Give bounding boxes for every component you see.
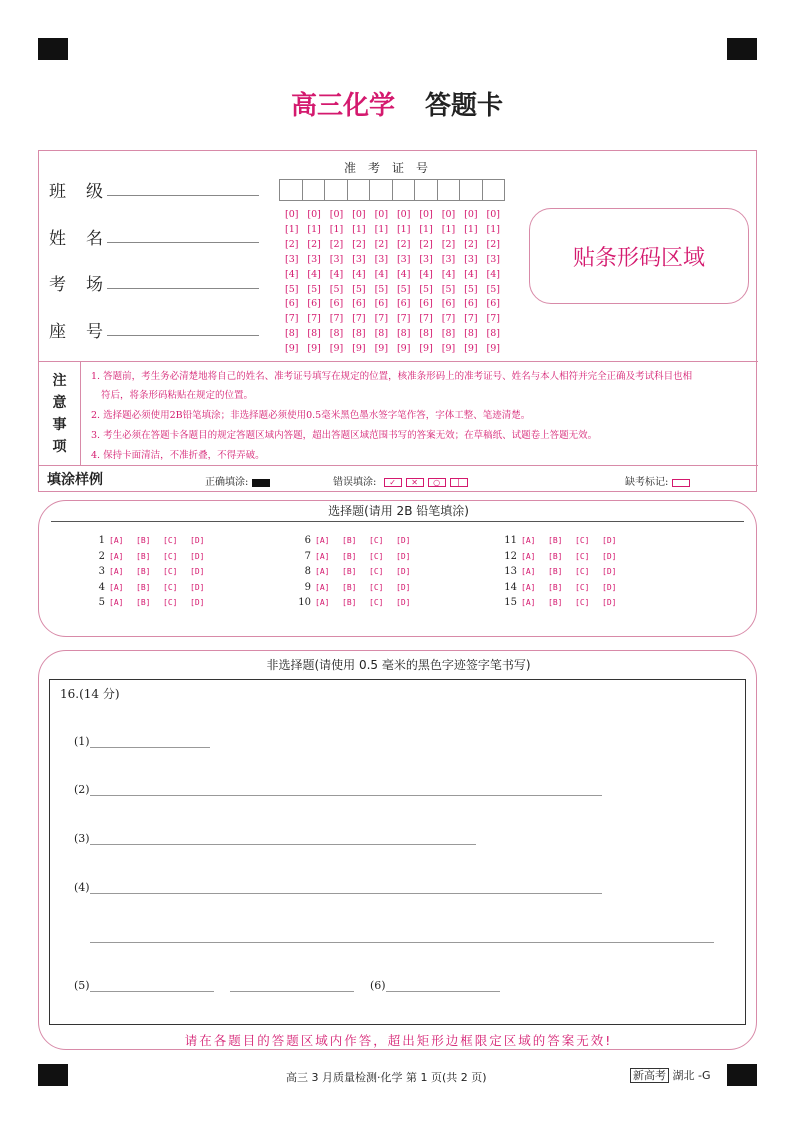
mcq-number: 7 [304,550,311,562]
mcq-option-bubble[interactable]: [B] [136,582,151,592]
digit-bubble[interactable]: [0] [374,209,389,220]
mcq-option-bubble[interactable]: [D] [602,551,617,561]
digit-bubble[interactable]: [5] [419,283,433,295]
mcq-number: 15 [504,597,517,608]
corner-mark-bottom-left [38,1064,68,1086]
digit-bubble[interactable]: [8] [396,328,411,340]
question-16-box [49,679,746,1025]
correct-fill-example [252,479,270,487]
digit-bubble[interactable]: [4] [352,268,366,280]
digit-bubble[interactable]: [6] [396,298,411,310]
mcq-option-bubble[interactable]: [A] [315,598,330,607]
digit-bubble[interactable]: [5] [486,283,500,295]
digit-bubble[interactable]: [0] [419,209,433,220]
digit-row [285,312,509,327]
mcq-option-bubble[interactable]: [D] [396,567,411,576]
mcq-option-bubble[interactable]: [A] [315,551,330,561]
digit-bubble[interactable]: [3] [486,253,500,265]
mcq-option-bubble[interactable]: [C] [369,598,384,607]
note-4: 4. 保持卡面清洁，不准折叠，不得弄破。 [91,450,265,461]
notes-head-char: 注 [52,373,67,389]
mcq-item [85,533,217,549]
digit-bubble[interactable]: [2] [396,238,411,250]
notes-heading [39,362,81,466]
mcq-number: 12 [504,550,517,562]
mcq-option-bubble[interactable]: [A] [109,582,124,592]
mcq-number: 10 [298,597,311,608]
digit-bubble[interactable]: [4] [285,268,299,280]
digit-bubble[interactable]: [0] [307,209,321,220]
digit-bubble[interactable]: [9] [285,343,299,355]
mcq-item [497,564,629,580]
mcq-option-bubble[interactable]: [C] [163,567,178,576]
mcq-option-bubble[interactable]: [A] [109,598,124,607]
mcq-option-bubble[interactable]: [A] [521,567,536,576]
digit-bubble[interactable]: [8] [352,328,366,340]
mcq-option-bubble[interactable]: [A] [109,551,124,561]
note-2: 2. 选择题必须使用2B铅笔填涂；非选择题必须使用0.5毫米黑色墨水签字笔作答，字体工整、笔迹清楚。 [91,410,531,421]
mcq-item [291,533,423,549]
mcq-option-bubble[interactable]: [D] [396,551,411,561]
mcq-item [85,564,217,580]
digit-bubble[interactable]: [3] [419,253,433,265]
digit-bubble[interactable]: [5] [329,283,344,295]
digit-bubble[interactable]: [0] [396,209,411,220]
class-field[interactable] [107,195,259,196]
page-footer: 高三 3 月质量检测·化学 第 1 页(共 2 页) [286,1071,487,1084]
mcq-option-bubble[interactable]: [D] [396,598,411,607]
digit-bubble[interactable]: [2] [464,238,478,250]
digit-row [285,238,509,253]
class-label: 班级 [49,182,123,202]
wrong-fill-circle: ○ [428,478,446,487]
note-3: 3. 考生必须在答题卡各题目的规定答题区域内答题，超出答题区域范围书写的答案无效；在草稿纸、试题卷上答题无效。 [91,430,598,441]
digit-bubble[interactable]: [7] [329,313,344,325]
mcq-number: 11 [504,535,517,546]
mcq-option-bubble[interactable]: [C] [163,536,178,545]
mcq-option-bubble[interactable]: [D] [190,567,205,576]
mcq-option-bubble[interactable]: [B] [136,598,151,607]
mcq-option-bubble[interactable]: [B] [136,551,151,561]
mcq-item [497,580,629,596]
mcq-option-bubble[interactable]: [C] [163,582,178,592]
digit-bubble[interactable]: [9] [307,343,321,355]
digit-bubble[interactable]: [3] [307,253,321,265]
mcq-number: 14 [504,581,517,593]
mcq-item [85,595,217,611]
digit-bubble[interactable]: [9] [329,343,344,355]
free-response-section [38,650,757,1050]
mcq-option-bubble[interactable]: [A] [521,598,536,607]
seat-field[interactable] [107,335,259,336]
digit-bubble[interactable]: [8] [419,328,433,340]
digit-bubble[interactable]: [0] [464,209,478,220]
corner-mark-top-left [38,38,68,60]
note-1-cont: 符后，将条形码粘贴在规定的位置。 [101,390,254,401]
blank-3-label: (3) [74,832,90,845]
mcq-option-bubble[interactable]: [C] [369,536,384,545]
digit-bubble[interactable]: [4] [374,268,389,280]
digit-bubble[interactable]: [7] [464,313,478,325]
digit-bubble[interactable]: [1] [419,223,433,235]
mcq-column [497,533,629,611]
name-label: 姓名 [49,229,123,249]
mcq-item [497,549,629,565]
mcq-option-bubble[interactable]: [C] [575,567,590,576]
mcq-title: 选择题(请用 2B 铅笔填涂) [328,504,469,518]
blank-4-label: (4) [74,881,90,894]
mcq-option-bubble[interactable]: [D] [190,582,205,592]
brand-tag: 新高考 [630,1068,669,1083]
blank-3-line[interactable] [90,844,476,845]
mcq-option-bubble[interactable]: [B] [548,551,563,561]
mcq-option-bubble[interactable]: [A] [521,536,536,545]
mcq-option-bubble[interactable]: [C] [575,551,590,561]
corner-mark-top-right [727,38,757,60]
mcq-option-bubble[interactable]: [D] [602,536,617,545]
correct-fill [205,473,270,488]
absent-mark [625,473,690,488]
digit-bubble[interactable]: [0] [285,209,299,220]
title-subject: 高三化学 [290,91,395,121]
digit-bubble[interactable]: [9] [419,343,433,355]
mcq-number: 13 [504,566,517,577]
digit-bubble[interactable]: [4] [441,268,456,280]
mcq-section [38,500,757,637]
mcq-number: 2 [98,550,105,562]
digit-bubble[interactable]: [7] [285,313,299,325]
mcq-option-bubble[interactable]: [A] [109,536,124,545]
mcq-option-bubble[interactable]: [D] [602,582,617,592]
answer-area-warning: 请在各题目的答题区域内作答，超出矩形边框限定区域的答案无效! [184,1033,613,1048]
blank-1-line[interactable] [90,747,210,748]
fill-sample-label: 填涂样例 [47,472,103,488]
absent-mark-box[interactable] [672,479,690,487]
digit-bubble[interactable]: [3] [374,253,389,265]
mcq-option-bubble[interactable]: [D] [190,598,205,607]
mcq-option-bubble[interactable]: [C] [369,567,384,576]
digit-bubble[interactable]: [6] [285,298,299,310]
mcq-option-bubble[interactable]: [D] [190,536,205,545]
mcq-option-bubble[interactable]: [C] [163,551,178,561]
question-16-label: 16.(14 分) [60,687,120,701]
digit-bubble[interactable]: [3] [329,253,344,265]
info-section [38,150,757,492]
mcq-option-bubble[interactable]: [C] [369,582,384,592]
digit-bubble[interactable]: [3] [352,253,366,265]
digit-bubble[interactable]: [2] [441,238,456,250]
blank-5-line-2[interactable] [230,991,354,992]
blank-5-label: (5) [74,979,90,992]
seat-label: 座号 [49,322,123,342]
digit-bubble[interactable]: [3] [464,253,478,265]
digit-bubble[interactable]: [4] [396,268,411,280]
digit-bubble[interactable]: [1] [486,223,500,235]
digit-bubble[interactable]: [4] [486,268,500,280]
digit-bubble[interactable]: [3] [441,253,456,265]
digit-bubble[interactable]: [7] [307,313,321,325]
room-field[interactable] [107,288,259,289]
wrong-fill-check: ✓ [384,478,402,487]
digit-bubble[interactable]: [0] [329,209,344,220]
wrong-fill-line: | [450,478,468,487]
digit-row [285,253,509,268]
mcq-number: 1 [98,535,105,546]
digit-bubble[interactable]: [3] [396,253,411,265]
mcq-number: 4 [98,581,105,593]
digit-bubble[interactable]: [8] [285,328,299,340]
wrong-fill-label: 错误填涂: [333,477,377,488]
digit-bubble[interactable]: [6] [441,298,456,310]
digit-bubble[interactable]: [6] [307,298,321,310]
digit-bubble[interactable]: [6] [329,298,344,310]
room-label: 考场 [49,275,123,295]
mcq-option-bubble[interactable]: [C] [575,582,590,592]
digit-bubble[interactable]: [5] [396,283,411,295]
mcq-number: 3 [98,566,105,577]
mcq-option-bubble[interactable]: [D] [396,536,411,545]
digit-bubble[interactable]: [1] [441,223,456,235]
digit-bubble[interactable]: [7] [374,313,389,325]
digit-bubble[interactable]: [5] [307,283,321,295]
mcq-option-bubble[interactable]: [A] [109,567,124,576]
digit-bubble[interactable]: [5] [374,283,389,295]
digit-bubble[interactable]: [5] [464,283,478,295]
blank-1-label: (1) [74,735,90,748]
mcq-option-bubble[interactable]: [D] [602,567,617,576]
digit-bubble[interactable]: [3] [285,253,299,265]
digit-bubble[interactable]: [2] [486,238,500,250]
digit-bubble[interactable]: [1] [307,223,321,235]
digit-bubble[interactable]: [5] [285,283,299,295]
mcq-option-bubble[interactable]: [A] [521,551,536,561]
mcq-option-bubble[interactable]: [A] [315,567,330,576]
digit-bubble[interactable]: [8] [329,328,344,340]
digit-bubble[interactable]: [6] [464,298,478,310]
corner-mark-bottom-right [727,1064,757,1086]
exam-number-label: 准考证号 [343,161,440,175]
digit-bubble[interactable]: [9] [374,343,389,355]
digit-bubble[interactable]: [6] [419,298,433,310]
digit-bubble[interactable]: [2] [374,238,389,250]
mcq-item [497,595,629,611]
digit-bubble[interactable]: [8] [464,328,478,340]
note-1: 1. 答题前，考生务必清楚地将自己的姓名、准考证号填写在规定的位置，核准条形码上的准考证号、姓名与本人相符并完全正确及考试科目也相 [91,371,693,382]
mcq-number: 5 [98,597,105,608]
mcq-option-bubble[interactable]: [B] [136,536,151,545]
barcode-area: 贴条形码区域 [529,208,749,304]
mcq-column [85,533,217,611]
blank-5-line[interactable] [90,991,214,992]
exam-number-boxes[interactable] [279,179,505,201]
digit-bubble[interactable]: [6] [374,298,389,310]
mcq-option-bubble[interactable]: [D] [190,551,205,561]
blank-6-label: (6) [370,979,386,992]
mcq-item [85,580,217,596]
digit-bubble[interactable]: [6] [486,298,500,310]
digit-bubble[interactable]: [1] [464,223,478,235]
mcq-option-bubble[interactable]: [B] [136,567,151,576]
mcq-option-bubble[interactable]: [C] [369,551,384,561]
mcq-item [291,549,423,565]
mcq-option-bubble[interactable]: [C] [575,598,590,607]
free-title: 非选择题(请使用 0.5 毫米的黑色字迹签字笔书写) [266,658,531,672]
digit-bubble[interactable]: [5] [352,283,366,295]
notes-head-char: 意 [52,395,67,411]
digit-bubble[interactable]: [1] [329,223,344,235]
digit-bubble[interactable]: [9] [486,343,500,355]
digit-bubble[interactable]: [4] [329,268,344,280]
blank-2-line[interactable] [90,795,602,796]
digit-row [285,223,509,238]
digit-bubble[interactable]: [2] [285,238,299,250]
name-field[interactable] [107,242,259,243]
digit-bubble[interactable]: [7] [352,313,366,325]
blank-2-label: (2) [74,783,90,796]
mcq-option-bubble[interactable]: [A] [315,536,330,545]
mcq-number: 8 [304,566,311,577]
digit-bubble[interactable]: [8] [441,328,456,340]
digit-bubble[interactable]: [1] [352,223,366,235]
digit-bubble[interactable]: [7] [486,313,500,325]
digit-bubble[interactable]: [1] [374,223,389,235]
mcq-item [291,595,423,611]
fill-sample-row [39,465,758,492]
notes-section [39,361,758,465]
blank-4-line[interactable] [90,893,602,894]
mcq-number: 9 [304,581,311,593]
digit-bubble[interactable]: [2] [307,238,321,250]
digit-bubble[interactable]: [5] [441,283,456,295]
digit-bubble[interactable]: [1] [396,223,411,235]
mcq-option-bubble[interactable]: [B] [342,551,357,561]
exam-number-bubbles[interactable] [285,208,509,357]
mcq-option-bubble[interactable]: [D] [396,582,411,592]
digit-bubble[interactable]: [4] [419,268,433,280]
mcq-option-bubble[interactable]: [D] [602,598,617,607]
notes-head-char: 事 [52,417,67,433]
mcq-option-bubble[interactable]: [A] [521,582,536,592]
digit-bubble[interactable]: [0] [352,209,366,220]
blank-4-line-2[interactable] [90,942,714,943]
digit-row [285,283,509,298]
exam-number [279,157,505,201]
mcq-option-bubble[interactable]: [B] [548,536,563,545]
digit-bubble[interactable]: [7] [396,313,411,325]
digit-bubble[interactable]: [2] [352,238,366,250]
digit-bubble[interactable]: [1] [285,223,299,235]
mcq-number: 6 [304,535,311,546]
mcq-item [291,580,423,596]
mcq-option-bubble[interactable]: [A] [315,582,330,592]
digit-bubble[interactable]: [8] [486,328,500,340]
digit-bubble[interactable]: [8] [307,328,321,340]
digit-bubble[interactable]: [0] [486,209,500,220]
mcq-option-bubble[interactable]: [B] [548,582,563,592]
blank-6-line[interactable] [386,991,500,992]
mcq-option-bubble[interactable]: [C] [163,598,178,607]
digit-bubble[interactable]: [7] [419,313,433,325]
digit-bubble[interactable]: [2] [419,238,433,250]
digit-bubble[interactable]: [9] [464,343,478,355]
wrong-fill [333,473,468,488]
digit-bubble[interactable]: [9] [352,343,366,355]
digit-bubble[interactable]: [7] [441,313,456,325]
mcq-column [291,533,423,611]
mcq-item [85,549,217,565]
absent-mark-label: 缺考标记: [625,477,669,488]
mcq-option-bubble[interactable]: [B] [342,598,357,607]
page-title [0,85,794,122]
mcq-option-bubble[interactable]: [B] [548,567,563,576]
digit-bubble[interactable]: [9] [396,343,411,355]
digit-row [285,327,509,342]
mcq-option-bubble[interactable]: [C] [575,536,590,545]
mcq-item [291,564,423,580]
mcq-option-bubble[interactable]: [B] [342,567,357,576]
mcq-option-bubble[interactable]: [B] [548,598,563,607]
digit-bubble[interactable]: [0] [441,209,456,220]
notes-head-char: 项 [52,439,67,455]
mcq-option-bubble[interactable]: [B] [342,582,357,592]
digit-row [285,268,509,283]
mcq-option-bubble[interactable]: [B] [342,536,357,545]
digit-bubble[interactable]: [9] [441,343,456,355]
digit-row [285,342,509,357]
digit-row [285,208,509,223]
digit-bubble[interactable]: [2] [329,238,344,250]
brand-label [630,1067,711,1083]
correct-fill-label: 正确填涂: [205,477,249,488]
digit-bubble[interactable]: [6] [352,298,366,310]
digit-bubble[interactable]: [4] [464,268,478,280]
title-card: 答题卡 [425,91,504,121]
digit-bubble[interactable]: [4] [307,268,321,280]
brand-region: 湖北 -G [672,1069,711,1082]
wrong-fill-cross: ✕ [406,478,424,487]
mcq-item [497,533,629,549]
digit-row [285,297,509,312]
digit-bubble[interactable]: [8] [374,328,389,340]
